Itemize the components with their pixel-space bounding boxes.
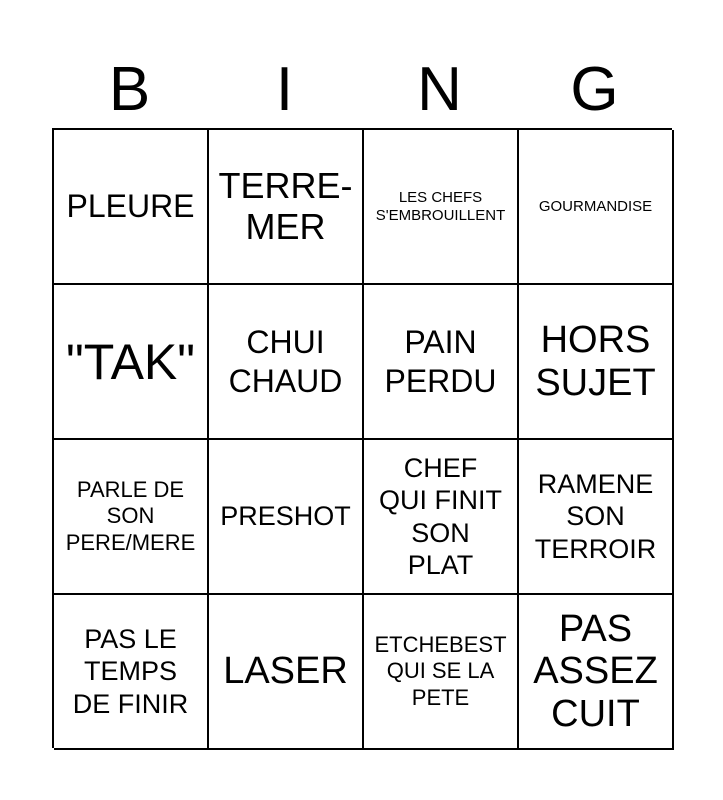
- header-letter-i: I: [275, 55, 294, 124]
- bingo-cell-label: GOURMANDISE: [538, 197, 653, 215]
- bingo-cell[interactable]: [54, 440, 209, 595]
- bingo-cell[interactable]: [54, 285, 209, 440]
- bingo-cell[interactable]: [209, 285, 364, 440]
- bingo-cell-label: PRESHOT: [220, 501, 351, 532]
- bingo-cell[interactable]: [54, 595, 209, 750]
- bingo-cell[interactable]: [209, 440, 364, 595]
- bingo-cell-label: "TAK": [65, 333, 196, 390]
- bingo-cell-label: PLEURE: [66, 188, 195, 225]
- bingo-cell-label: ETCHEBEST QUI SE LA PETE: [374, 631, 507, 710]
- bingo-cell[interactable]: [519, 285, 674, 440]
- bingo-cell[interactable]: [209, 595, 364, 750]
- bingo-cell[interactable]: [364, 130, 519, 285]
- bingo-cell[interactable]: [364, 285, 519, 440]
- bingo-header: [52, 52, 672, 128]
- bingo-cell-label: PAS ASSEZ CUIT: [533, 607, 658, 735]
- bingo-cell-label: PAIN PERDU: [384, 324, 497, 399]
- bingo-cell-label: TERRE- MER: [218, 165, 353, 247]
- bingo-cell[interactable]: [209, 130, 364, 285]
- bingo-cell-label: PAS LE TEMPS DE FINIR: [72, 623, 189, 719]
- bingo-cell-label: CHEF QUI FINIT SON PLAT: [379, 452, 502, 580]
- header-letter-n: N: [417, 55, 462, 124]
- bingo-cell-label: PARLE DE SON PERE/MERE: [65, 476, 196, 555]
- bingo-cell-label: HORS SUJET: [535, 318, 656, 404]
- bingo-cell[interactable]: [519, 595, 674, 750]
- bingo-grid: [52, 128, 672, 748]
- bingo-cell-label: RAMENE SON TERROIR: [534, 468, 657, 564]
- bingo-cell-label: CHUI CHAUD: [228, 324, 343, 399]
- header-letter-b: B: [108, 55, 151, 124]
- bingo-cell[interactable]: [54, 130, 209, 285]
- bingo-cell[interactable]: [364, 440, 519, 595]
- header-letter-g: G: [570, 55, 619, 124]
- bingo-cell-label: LES CHEFS S'EMBROUILLENT: [375, 188, 506, 224]
- bingo-cell[interactable]: [519, 130, 674, 285]
- bingo-cell[interactable]: [519, 440, 674, 595]
- bingo-cell[interactable]: [364, 595, 519, 750]
- bingo-cell-label: LASER: [223, 650, 348, 693]
